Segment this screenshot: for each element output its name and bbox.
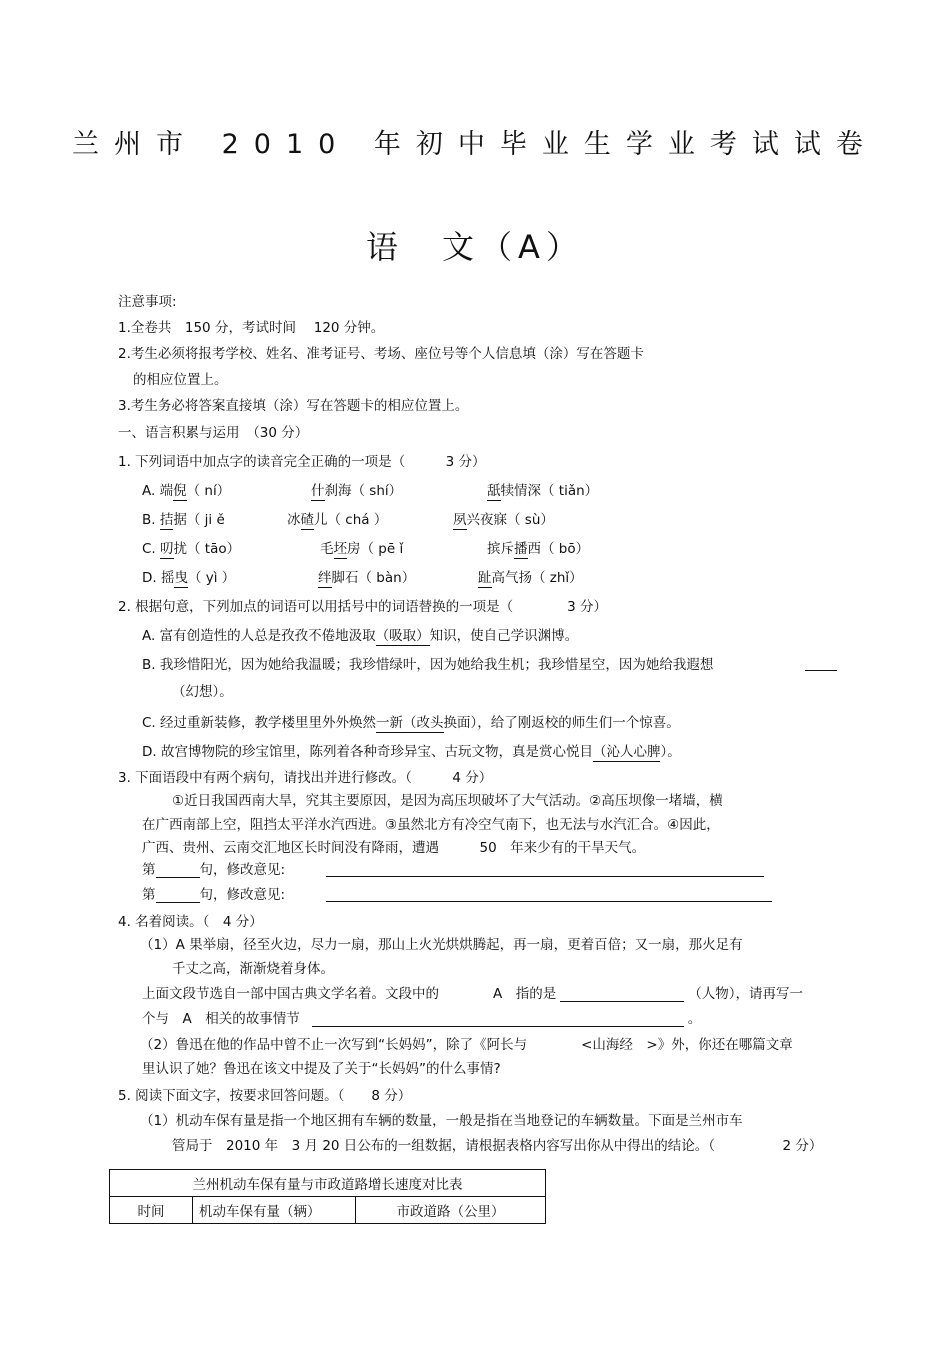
page-title: 兰州市 2010 年初中毕业生学业考试试卷	[72, 129, 878, 160]
q1-option-a-word2: 什刹海（ shí）	[311, 483, 403, 499]
q3-fix-line-2: 第 句，修改意见:	[142, 887, 286, 903]
subject-heading: 语 文（A）	[366, 228, 584, 266]
q1-option-c: C. 叨扰（ tāo）	[142, 541, 241, 557]
table-caption: 兰州机动车保有量与市政道路增长速度对比表	[110, 1170, 546, 1197]
q1-option-a: A. 端倪（ ní）	[142, 483, 231, 499]
section-heading: 一、语言积累与运用 （30 分）	[118, 425, 309, 441]
q4-part2-line-1: （2）鲁迅在他的作品中曾不止一次写到“长妈妈”，除了《阿长与 <山海经 >》外，你还在哪篇文章	[140, 1037, 793, 1053]
q3-passage-line-2: 在广西南部上空，阻挡太平洋水汽西进。③虽然北方有冷空气南下，也无法与水汽汇合。④因此，	[142, 817, 720, 833]
q2-option-d: D. 故宫博物院的珍宝馆里，陈列着各种奇珍异宝、古玩文物，真是赏心悦目（沁人心脾）。	[142, 744, 681, 760]
q1-option-d-word3: 趾高气扬（ zhǐ）	[478, 570, 583, 586]
question-2-stem: 2. 根据句意，下列加点的词语可以用括号中的词语替换的一项是（ 3 分）	[118, 599, 608, 615]
q4-part1-line-2: 千丈之高，渐渐烧着身体。	[172, 961, 334, 977]
table-header-time: 时间	[110, 1197, 193, 1224]
table-header-vehicles: 机动车保有量（辆）	[193, 1197, 356, 1224]
q1-option-b: B. 拮据（ ji ě	[142, 512, 225, 528]
q1-option-c-word3: 摈斥播西（ bō）	[487, 541, 590, 557]
q2-option-b-cont: （幻想）。	[172, 684, 233, 700]
table-header-roads: 市政道路（公里）	[356, 1197, 546, 1224]
question-4-stem: 4. 名着阅读。（ 4 分）	[118, 914, 263, 930]
note-1: 1.全卷共 150 分，考试时间 120 分钟。	[118, 320, 385, 336]
q3-passage-line-3: 广西、贵州、云南交汇地区长时间没有降雨，遭遇 50 年来少有的干旱天气。	[142, 840, 646, 856]
q3-answer-line-2[interactable]	[326, 901, 772, 902]
q4-part1-line-1: （1）A 果举扇，径至火边，尽力一扇，那山上火光烘烘腾起，再一扇，更着百倍；又一扇，那火足有	[140, 937, 743, 953]
q1-option-c-word2: 毛坯房（ pē ǐ	[320, 541, 404, 557]
notes-heading: 注意事项:	[118, 294, 177, 310]
table-header-row	[110, 1197, 546, 1224]
question-1-stem: 1. 下列词语中加点字的读音完全正确的一项是（ 3 分）	[118, 454, 486, 470]
q5-part1-line-2: 管局于 2010 年 3 月 20 日公布的一组数据，请根据表格内容写出你从中得出的结论。（ 2 分）	[172, 1138, 823, 1154]
q3-passage-line-1: ①近日我国西南大旱，究其主要原因，是因为高压坝破坏了大气活动。②高压坝像一堵墙，横	[172, 793, 723, 809]
note-2-cont: 的相应位置上。	[133, 372, 228, 388]
q4-part1-line-3: 上面文段节选自一部中国古典文学名着。文段中的 A 指的是 （人物），请再写一	[142, 986, 803, 1002]
note-3: 3.考生务必将答案直接填（涂）写在答题卡的相应位置上。	[118, 398, 469, 414]
q1-option-b-word3: 夙兴夜寐（ sù）	[453, 512, 554, 528]
q1-option-d-word2: 绊脚石（ bàn）	[318, 570, 416, 586]
question-5-stem: 5. 阅读下面文字，按要求回答问题。（ 8 分）	[118, 1088, 412, 1104]
q4-part1-line-4: 个与 A 相关的故事情节 。	[142, 1011, 702, 1027]
comparison-table	[109, 1169, 546, 1224]
q5-part1-line-1: （1）机动车保有量是指一个地区拥有车辆的数量，一般是指在当地登记的车辆数量。下面是兰州市车	[140, 1113, 743, 1129]
q2-option-b-underline	[805, 670, 837, 671]
q1-option-d: D. 摇曳（ yì ）	[142, 570, 236, 586]
question-3-stem: 3. 下面语段中有两个病句，请找出并进行修改。（ 4 分）	[118, 770, 493, 786]
q2-option-a: A. 富有创造性的人总是孜孜不倦地汲取（吸取）知识，使自己学识渊博。	[142, 628, 579, 644]
q3-fix-line-1: 第 句，修改意见:	[142, 862, 286, 878]
q2-option-c: C. 经过重新装修，教学楼里里外外焕然一新（改头换面），给了刚返校的师生们一个惊喜。	[142, 715, 680, 731]
q4-part2-line-2: 里认识了她？鲁迅在该文中提及了关于“长妈妈”的什么事情?	[142, 1061, 501, 1077]
q1-option-a-word3: 舐犊情深（ tiǎn）	[487, 483, 599, 499]
q2-option-b: B. 我珍惜阳光，因为她给我温暖；我珍惜绿叶，因为她给我生机；我珍惜星空，因为她给我遐想	[142, 657, 714, 673]
q3-answer-line-1[interactable]	[326, 876, 764, 877]
q1-option-b-word2: 冰碴儿（ chá ）	[287, 512, 388, 528]
note-2: 2.考生必须将报考学校、姓名、准考证号、考场、座位号等个人信息填（涂）写在答题卡	[118, 346, 644, 362]
